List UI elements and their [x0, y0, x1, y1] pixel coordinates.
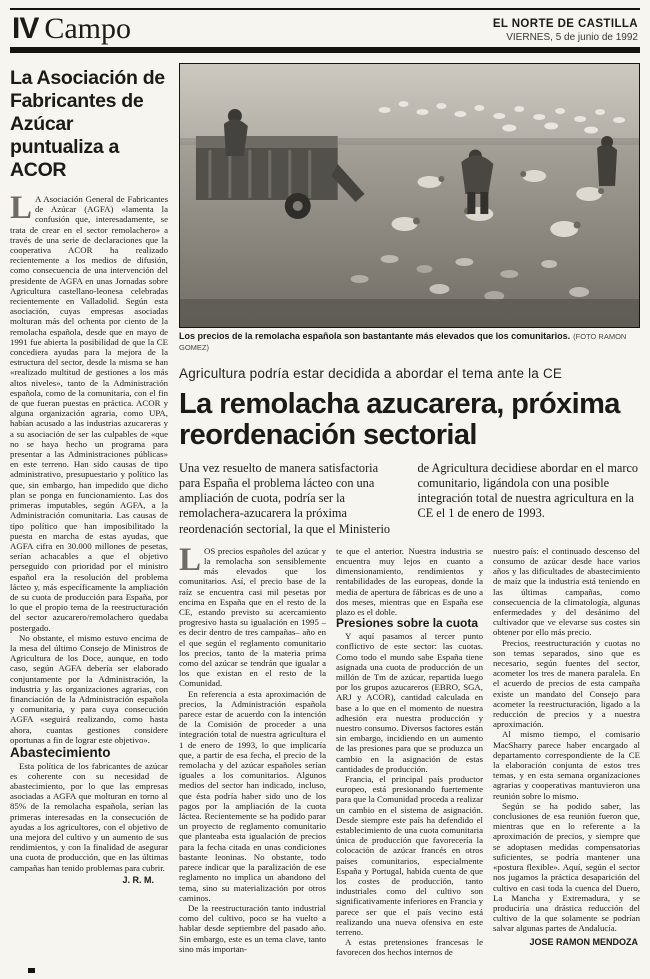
- main-article: [179, 63, 640, 958]
- page-header: [10, 14, 640, 47]
- paragraph: No obstante, el mismo estuvo encima de la mesa del último Consejo de Ministros de Agricultura de los Doce, aunque, en todo caso, según AGFA debería ser elaborado conjuntamente por la Administración, la industria y las organizaciones agrarias, con financiación de la Administración española y comunitaria, y para cuya consecución AGFA «seguirá realizando, como hasta ahora, cuantas gestiones considere oportunas a fin de lograr este objetivo».: [10, 632, 168, 745]
- body-column-2: [336, 546, 483, 958]
- photo-far-field: [180, 64, 639, 144]
- masthead-title: EL NORTE DE CASTILLA: [492, 18, 638, 31]
- paragraph-text: A Asociación General de Fabricantes de Azúcar (AGFA) «lamenta la confusión que, interesadamente, se trata de crear en el sector remolachero» a través de una serie de declaraciones que la cooperativa ACOR ha realizado recientemente a los medios de difusión, como consecuencia de una intervención del presidente de AGFA en unas Jornadas sobre Agricultura castellano-leonesa celebradas recientemente en Valladolid. Según esta asociación, cuyas empresas asociadas molturan más del ochenta por ciento de la remolacha española, desde que en mayo de 1991 fue abierta la posibilidad de que la CE concediera ayudas para la mejora de la estructura del sector, desde la misma se han «realizado multitud de gestiones a los más altos niveles», tanto de la Administración española, como de la comunitaria, con el fin de que fueran puestas en práctica. ACOR y alguna organización agraria, como UPA, habían acusado a las industrias azucareras y a su asociación de ser las culpables de «que no se haya hecho un programa para presentar a las Administraciones públicas» en este terreno. Han sido causas de tipo administrativo, presupuestario y político las que, sin embargo, han impedido que dicho plan se ponga en funcionamiento. Las dos primeras imputables, según AGFA, a la Administración comunitaria. Las causas de tipo político que han imposibilitado la puesta en marcha de estas ayudas, que AGFA cifra en 30.000 millones de pesetas, serían achacables a que el objetivo perseguido con prioridad por el ministro español era la resolución del problema lácteo y, más específicamente la ampliación de su cuota de producción para España, por lo que el propio tema de la reestructuración del sector azucarero/remolachero quedaba postergado.: [10, 194, 168, 633]
- lead-paragraph: [179, 461, 640, 537]
- paragraph: De la reestructuración tanto industrial como del cultivo, poco se ha vuelto a hablar desde septiembre del pasado año. Sin embargo, este es un tema clave, tanto sino más importan-: [179, 902, 326, 954]
- left-article-body: [10, 190, 168, 885]
- masthead-date: VIERNES, 5 de junio de 1992: [506, 31, 638, 43]
- photo-illustration: [180, 64, 639, 327]
- paragraph: [10, 190, 168, 633]
- body-column-1: [179, 541, 326, 958]
- main-headline: La remolacha azucarera, próxima reordenación sectorial: [179, 387, 620, 451]
- paragraph: Según se ha podido saber, las conclusiones de esa reunión fueron que, mientras que en lo referente a la aproximación de precios, y siempre que se adoptasen medidas compensatorias suficientes, se podría mantener una «postura flexible». Aquí, según el sector nos jugamos la práctica desaparición del cultivo en casi toda la cuenca del Duero, La Mancha y Extremadura, y se produciría una drástica reducción del cultivo de la que solamente se podrían salvar algunas partes de Andalucía.: [493, 800, 640, 934]
- paragraph: [179, 541, 326, 689]
- paragraph: Al mismo tiempo, el comisario MacSharry parece haber encargado al departamento correspondiente de la CE la elaboración conjunta de estos tres temas, y en esta semana organizaciones agrarias y cooperativas mantuvieron una reunión sobre lo mismo.: [493, 729, 640, 801]
- paragraph: Esta política de los fabricantes de azúcar es coherente con su necesidad de abastecimiento, por lo que las empresas asociadas a AGFA que molturan en torno al 85% de la remolacha española, serían las primeras interesadas en la consecución de ayudas a los agricultores, con el objetivo de una mejora del cultivo y un aumento de sus rendimientos, y con la finalidad de asegurar una cuota de producción, que en las últimas campañas han tenido problemas para cubrir.: [10, 760, 168, 873]
- section-name: Campo: [44, 12, 132, 45]
- lead-left: Una vez resuelto de manera satisfactoria para España el problema lácteo con una ampliación de cuota, podría ser la remolachera-azucarera la próxima reordenación sectorial, la que el Ministerio: [179, 460, 391, 536]
- photo-caption-text: Los precios de la remolacha española son bastantante más elevados que los comunitarios.: [179, 331, 571, 341]
- left-article-subhead: Abastecimiento: [10, 744, 111, 760]
- paragraph: En referencia a esta aproximación de precios, la Administración española parece estar de acuerdo con la intención de la Comisión de proceder a una integración total de nuestra agricultura el 1 de enero de 1993, lo que implicaría que, a partir de esa fecha, el precio de la remolacha y del azúcar españoles serían iguales a los comunitarios. Algunos medios del sector han indicado, incluso, que ésta podría haber sido uno de los pagos por la ampliación de la cuota láctea. Recientemente se ha podido parar un proyecto de reglamento comunitario que planteaba esta igualación de precios para la fecha citada en unas condiciones bastante leoninas. No obstante, todo parece indicar que la paralización de ese reglamento no implica un abandono del tema, sino su materialización por otros caminos.: [179, 688, 326, 903]
- photo-caption: [179, 331, 640, 353]
- page-content: [10, 63, 640, 958]
- drop-cap: L: [179, 541, 202, 578]
- paragraph: te que el anterior. Nuestra industria se encuentra muy lejos en cuanto a dimensionamiento, rendimientos y rentabilidades de las europeas, donde la media de apertura de fábricas es de uno a dos meses, mientras que en España ese plazo es el doble.: [336, 545, 483, 618]
- photo-foreground-shadow: [180, 299, 639, 327]
- print-mark: [28, 968, 35, 973]
- photo-credit: (FOTO RAMON GOMEZ): [179, 332, 627, 352]
- paragraph: Y aquí pasamos al tercer punto conflictivo de este sector: las cuotas. Como todo el mundo sabe España tiene asignada una cuota de producción de un millón de Tm de azúcar, repartida luego por los grupos azucareros (EBRO, SGA, ARJ y ACOR), cantidad calculada en base a lo que en el momento de nuestra adhesión era nuestra producción y nuestro consumo. Diversos factores están sin embargo, incidiendo en un aumento de las presiones para que se produzca un cambio en la asignación de estas cantidades de producción.: [336, 631, 483, 774]
- body-column-3: [493, 546, 640, 958]
- masthead: [493, 17, 638, 44]
- paragraph: Francia, el principal país productor europeo, está presionando fuertemente para que la Comunidad proceda a realizar un cambio en el sistema de asignación. Desde siempre este país ha defendido el establecimiento de una cuota comunitaria única de producción que favorecería la colocación de azúcar francés en otros países comunitarios, especialmente España y Portugal, habida cuenta de que los costes de producción, tanto industriales como del cultivo son significativamente inferiores en Francia y parece ser que el país vecino está realizando una nueva ofensiva en este terreno.: [336, 773, 483, 938]
- left-article: [10, 63, 168, 958]
- article-photo: [179, 63, 640, 328]
- paragraph: A estas pretensiones francesas le favorecen dos hechos internos de: [336, 937, 483, 958]
- top-rule: [10, 8, 640, 10]
- paragraph-text: OS precios españoles del azúcar y la remolacha son sensiblemente más elevados que los comunitarios. Así, el precio base de la raíz se encuentra casi mil pesetas por encima en España que en el resto de la CE, estando previsto su acercamiento progresivo hasta su igualación en 1995 –es decir dentro de tres campañas– año en el que según el reglamento comunitario los precios, tanto de la materia prima como del azúcar se tendrán que igualar a los que existan en el resto de la Comunidad.: [179, 545, 326, 689]
- section-number: IV: [12, 12, 39, 45]
- author-initials: J. R. M.: [122, 874, 154, 885]
- paragraph: nuestro país: el continuado descenso del consumo de azúcar desde hace varios años y las dificultades de abastecimiento de maíz que la industria está teniendo en las últimas campañas, como consecuencia de la climatología, algunas enfermedades y del desánimo del cultivador que ve elevarse sus costes sin obtener por ello más precio.: [493, 545, 640, 638]
- header-rule: [10, 47, 640, 53]
- byline: JOSE RAMON MENDOZA: [529, 936, 638, 947]
- section-title: [12, 14, 131, 44]
- paragraph: Precios, reestructuración y cuotas no son temas separados, sino que es necesario, según fuentes del sector, acometer los tres de manera paralela. En el acuerdo de precios de esta campaña existe un mandato del Consejo para acometer la reestructuración, ligado a la reducción de precios y a nuestra aproximación.: [493, 637, 640, 730]
- kicker: Agricultura podría estar decidida a abordar el tema ante la CE: [179, 365, 563, 381]
- left-article-headline: La Asociación de Fabricantes de Azúcar puntualiza a ACOR: [10, 67, 165, 181]
- article-body: [179, 541, 640, 958]
- drop-cap: L: [10, 190, 33, 226]
- main-article-subhead: Presiones sobre la cuota: [336, 616, 479, 631]
- lead-right: de Agricultura decidiese abordar en el marco comunitario, ligándola con una posible integración total de nuestra agricultura en la CE el 1 de enero de 1993.: [417, 460, 639, 521]
